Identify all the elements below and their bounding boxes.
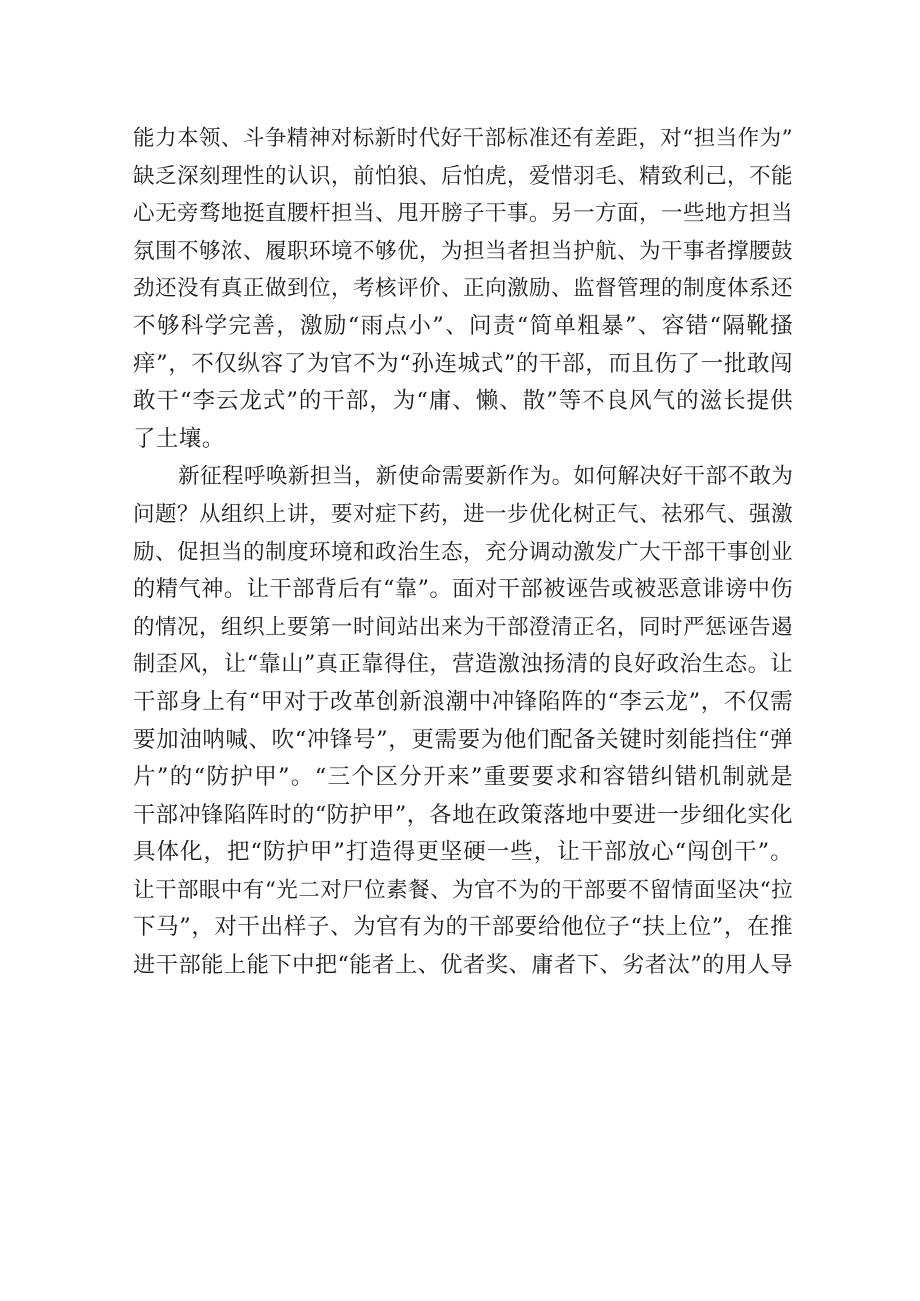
body-text xyxy=(133,120,793,985)
text-line: 让干部眼中有“光二对尸位素餐、为官不为的干部要不留情面坚决“拉 xyxy=(133,877,793,903)
text-line: 具体化，把“防护甲”打造得更坚硬一些，让干部放心“闯创干”。 xyxy=(133,839,793,866)
text-line: 敢干“李云龙式”的干部，为“庸、懒、散”等不良风气的滋长提供 xyxy=(133,388,793,415)
text-line: 制歪风，让“靠山”真正靠得住，营造激浊扬清的良好政治生态。让 xyxy=(133,651,793,678)
text-line: 痒”，不仅纵容了为官不为“孙连城式”的干部，而且伤了一批敢闯 xyxy=(133,350,793,377)
paragraph-end-line: 了土壤。 xyxy=(133,425,225,452)
text-line: 能力本领、斗争精神对标新时代好干部标准还有差距，对“担当作为” xyxy=(133,126,793,151)
text-line: 的精气神。让干部背后有“靠”。面对干部被诬告或被恶意诽谤中伤 xyxy=(133,576,793,603)
text-line: 缺乏深刻理性的认识，前怕狼、后怕虎，爱惜羽毛、精致利己，不能 xyxy=(133,163,793,189)
text-line: 心无旁骛地挺直腰杆担当、甩开膀子干事。另一方面，一些地方担当 xyxy=(133,201,793,227)
text-line: 不够科学完善，激励“雨点小”、问责“简单粗暴”、容错“隔靴搔 xyxy=(133,312,793,339)
text-line: 进干部能上能下中把“能者上、优者奖、庸者下、劣者汰”的用人导 xyxy=(133,952,793,979)
text-line: 片”的“防护甲”。“三个区分开来”重要要求和容错纠错机制就是 xyxy=(133,764,793,791)
text-line: 干部身上有“甲对于改革创新浪潮中冲锋陷阵的“李云龙”，不仅需 xyxy=(133,688,793,715)
text-line: 干部冲锋陷阵时的“防护甲”，各地在政策落地中要进一步细化实化 xyxy=(133,801,793,828)
text-line: 要加油呐喊、吹“冲锋号”，更需要为他们配备关键时刻能挡住“弹 xyxy=(133,726,793,753)
text-line: 问题？从组织上讲，要对症下药，进一步优化树正气、祛邪气、强激 xyxy=(133,501,793,527)
text-line: 励、促担当的制度环境和政治生态，充分调动激发广大干部干事创业 xyxy=(133,539,793,565)
text-line: 下马”，对干出样子、为官有为的干部要给他位子“扶上位”，在推 xyxy=(133,914,793,941)
paragraph-first-line: 新征程呼唤新担当，新使命需要新作为。如何解决好干部不敢为 xyxy=(178,464,794,490)
text-line: 劲还没有真正做到位，考核评价、正向激励、监督管理的制度体系还 xyxy=(133,276,793,302)
text-line: 氛围不够浓、履职环境不够优，为担当者担当护航、为干事者撑腰鼓 xyxy=(133,238,793,264)
text-line: 的情况，组织上要第一时间站出来为干部澄清正名，同时严惩诬告遏 xyxy=(133,614,793,640)
